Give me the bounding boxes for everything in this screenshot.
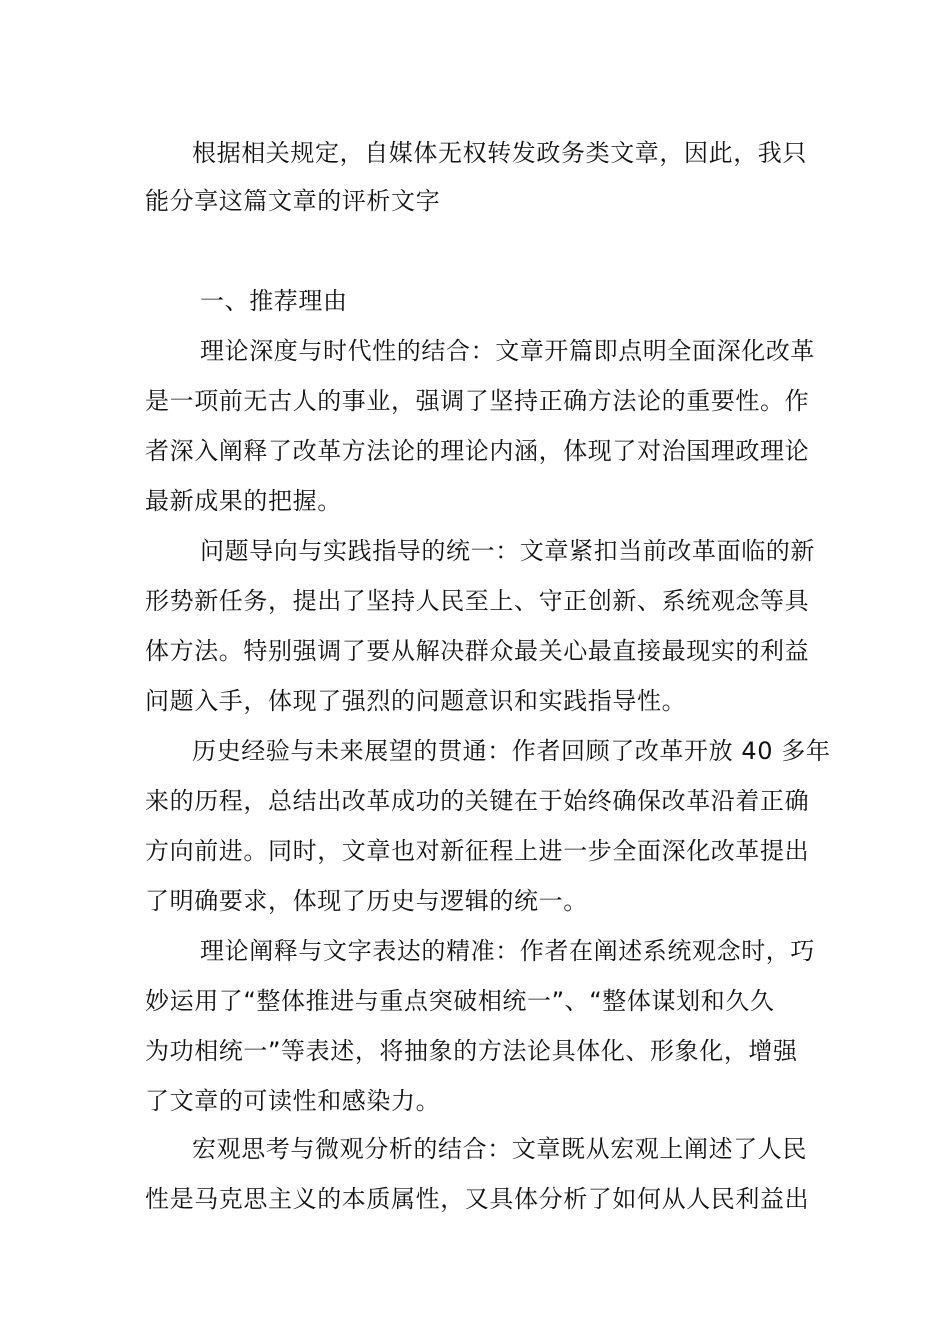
- intro-line-2: 能分享这篇文章的评析文字: [145, 187, 441, 215]
- paragraph-3-line-3: 方向前进。同时，文章也对新征程上进一步全面深化改革提出: [145, 837, 810, 865]
- paragraph-3-line-1: 历史经验与未来展望的贯通：作者回顾了改革开放 40 多年: [192, 737, 831, 765]
- paragraph-5-line-1: 宏观思考与微观分析的结合：文章既从宏观上阐述了人民: [192, 1135, 807, 1163]
- paragraph-4-line-1: 理论阐释与文字表达的精准：作者在阐述系统观念时，巧: [200, 937, 815, 965]
- paragraph-3-line-4: 了明确要求，体现了历史与逻辑的统一。: [145, 887, 588, 915]
- paragraph-2-line-1: 问题导向与实践指导的统一：文章紧扣当前改革面临的新: [200, 537, 815, 565]
- paragraph-2-line-4: 问题入手，体现了强烈的问题意识和实践指导性。: [145, 687, 687, 715]
- paragraph-1-line-1: 理论深度与时代性的结合：文章开篇即点明全面深化改革: [200, 337, 815, 365]
- paragraph-1-line-2: 是一项前无古人的事业，强调了坚持正确方法论的重要性。作: [145, 387, 810, 415]
- paragraph-2-line-2: 形势新任务，提出了坚持人民至上、守正创新、系统观念等具: [145, 587, 810, 615]
- paragraph-4-line-3: 为功相统一”等表述，将抽象的方法论具体化、形象化，增强: [145, 1037, 798, 1065]
- intro-line-1: 根据相关规定，自媒体无权转发政务类文章，因此，我只: [192, 139, 807, 167]
- paragraph-1-line-3: 者深入阐释了改革方法论的理论内涵，体现了对治国理政理论: [145, 437, 810, 465]
- paragraph-3-line-2: 来的历程，总结出改革成功的关键在于始终确保改革沿着正确: [145, 787, 810, 815]
- paragraph-1-line-4: 最新成果的把握。: [145, 487, 342, 515]
- paragraph-4-line-4: 了文章的可读性和感染力。: [145, 1087, 441, 1115]
- section-heading: 一、推荐理由: [200, 287, 348, 315]
- paragraph-4-line-2: 妙运用了“整体推进与重点突破相统一”、“整体谋划和久久: [145, 987, 775, 1015]
- paragraph-5-line-2: 性是马克思主义的本质属性，又具体分析了如何从人民利益出: [145, 1185, 810, 1213]
- paragraph-2-line-3: 体方法。特别强调了要从解决群众最关心最直接最现实的利益: [145, 637, 810, 665]
